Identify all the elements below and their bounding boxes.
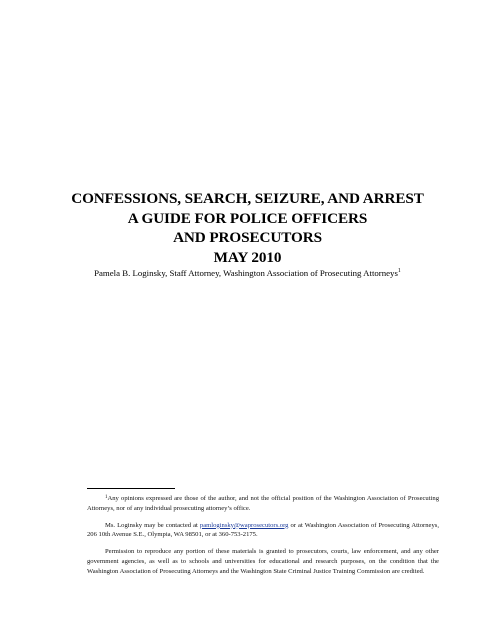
contact-before-link: Ms. Loginsky may be contacted at [105,521,200,529]
footnote-contact [87,521,439,541]
email-link[interactable]: pamloginsky@waprosecutors.org [199,521,289,529]
footnote-1-mark: 1 [105,495,108,500]
title-line-4: MAY 2010 [213,248,282,266]
permission-text: Permission to reproduce any portion of these materials is granted to prosecutors, courts, law enforcement, and any other government agencies, as well as to schools and universities for educational and research purposes, on the condition that the Washington Association of Prosecuting Attorneys and the Washington State Criminal Justice Training Commission are credited. [87,548,439,575]
footnotes-section [87,494,439,584]
author-footnote-mark[interactable]: 1 [397,268,401,274]
footnote-1-text: Any opinions expressed are those of the author, and not the official position of the Washington Association of Prosecuting Attorneys, nor of any individual prosecuting attorney’s office. [87,495,439,512]
title-line-2: A GUIDE FOR POLICE OFFICERS [127,209,368,227]
contact-after-link: or at Washington Association of Prosecuting Attorneys, 206 10th Avenue S.E., Olympia, WA 98501, or at 360-753-2175. [87,521,439,539]
title-line-1: CONFESSIONS, SEARCH, SEIZURE, AND ARREST [71,190,424,207]
footnote-divider [87,488,175,489]
footnote-permission [87,547,439,576]
author-line [0,267,495,279]
title-line-3: AND PROSECUTORS [173,229,322,246]
author-text: Pamela B. Loginsky, Staff Attorney, Washington Association of Prosecuting Attorneys [94,268,398,278]
title-block [0,189,495,279]
footnote-1 [87,494,439,514]
